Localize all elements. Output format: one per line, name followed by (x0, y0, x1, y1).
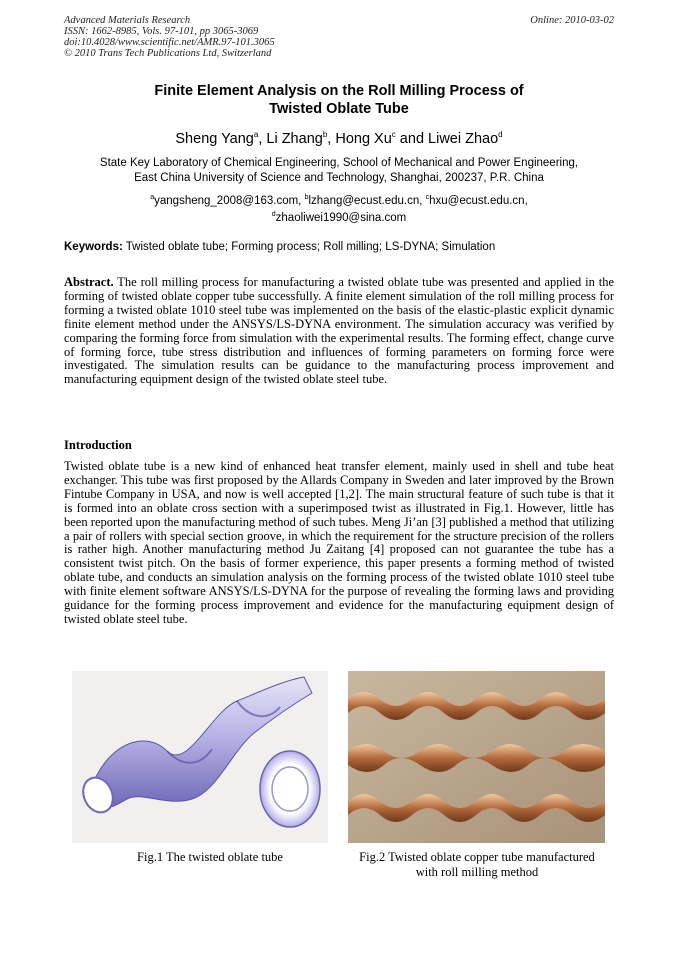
journal-name: Advanced Materials Research (64, 15, 191, 26)
copper-tubes-photo (348, 671, 605, 843)
figure-1-caption: Fig.1 The twisted oblate tube (137, 850, 283, 864)
author-separator: , (258, 130, 267, 147)
title-line-2: Twisted Oblate Tube (269, 101, 409, 117)
author-affil-mark: d (498, 130, 503, 139)
figure-2-caption-line-2: with roll milling method (415, 865, 539, 879)
email-line-1 (64, 191, 614, 208)
affiliation (64, 156, 614, 186)
journal-header (64, 15, 275, 59)
keywords-label: Keywords: (64, 241, 123, 253)
keywords-text: Twisted oblate tube; Forming process; Roll milling; LS-DYNA; Simulation (125, 241, 496, 253)
twisted-tube-render (72, 671, 328, 843)
email-address: hxu@ecust.edu.cn, (429, 194, 528, 207)
figure-2-caption-line-1: Fig.2 Twisted oblate copper tube manufactured (359, 850, 595, 864)
email-address: lzhang@ecust.edu.cn, (308, 194, 426, 207)
email-address: zhaoliwei1990@sina.com (275, 211, 407, 224)
keywords (64, 241, 614, 253)
issn-line: ISSN: 1662-8985, Vols. 97-101, pp 3065-3069 (64, 26, 259, 37)
doi-line: doi:10.4028/www.scientific.net/AMR.97-101.3065 (64, 37, 275, 48)
figure-1-twisted-tube-image (72, 671, 328, 843)
author-affil-mark: c (391, 130, 396, 139)
title-line-1: Finite Element Analysis on the Roll Milling Process of (154, 83, 524, 99)
author-separator: and (395, 130, 429, 147)
author-separator: , (327, 130, 336, 147)
paper-title (64, 82, 614, 118)
author-name: Liwei Zhao (428, 130, 499, 147)
affiliation-line-1: State Key Laboratory of Chemical Engineering, School of Mechanical and Power Engineering, (99, 157, 579, 169)
intro-heading: Introduction (64, 438, 132, 452)
abstract (64, 276, 614, 387)
copyright-line: © 2010 Trans Tech Publications Ltd, Switzerland (64, 48, 272, 59)
email-mark: a (150, 194, 155, 201)
email-mark: b (304, 194, 309, 201)
author-list (64, 130, 614, 147)
author-name: Sheng Yang (175, 130, 254, 147)
figure-2-copper-tube-photo (348, 671, 605, 843)
email-mark: d (271, 210, 276, 218)
author-affil-mark: a (253, 130, 259, 139)
email-mark: c (425, 194, 430, 201)
affiliation-line-2: East China University of Science and Technology, Shanghai, 200237, P.R. China (134, 172, 544, 184)
email-address: yangsheng_2008@163.com, (154, 194, 305, 207)
figure-2-caption (336, 850, 618, 880)
author-name: Hong Xu (335, 130, 392, 147)
online-date: Online: 2010-03-02 (530, 15, 614, 26)
author-affil-mark: b (322, 130, 328, 139)
intro-paragraph: Twisted oblate tube is a new kind of enhanced heat transfer element, mainly used in shell and tube heat exchanger. This tube was first proposed by the Allards Company in Sweden and later improved by the Brown Fintube Company in USA, and now is well accepted [1,2]. The main structural feature of such tube is that it is formed into an oblate cross section with a superimposed twist as illustrated in Fig.1. However, little has been reported upon the manufacturing method of such tubes. Meng Ji’an [3] published a method that utilizing a pair of rollers with special section groove, in which the requirement for the structure precision of the rollers is rather high. Another manufacturing method Ju Zaitang [4] proposed can not guarantee the tube has a consistent twist pitch. On the basis of former experience, this paper presents a forming method of twisted oblate tube, and conducts an simulation analysis on the forming process of the twisted oblate 1010 steel tube with finite element software ANSYS/LS-DYNA for the purpose of revealing the forming laws and providing guidance for the forming process improvement and evidence for the manufacturing equipment design of twisted oblate steel tube. (64, 459, 614, 626)
abstract-text: The roll milling process for manufacturing a twisted oblate tube was presented and applied in the forming of twisted oblate copper tube successfully. A finite element simulation of the roll milling process for forming a twisted oblate 1010 steel tube was implemented on the basis of the elastic-plastic explicit dynamic finite element method under the ANSYS/LS-DYNA environment. The simulation accuracy was verified by comparing the forming force from simulation with the experimental results. The forming effect, change curve of forming force, tube stress distribution and influences of forming parameters on forming force were investigated. The simulation results can be guidance to the manufacturing process improvement and manufacturing equipment design of the twisted oblate steel tube. (64, 275, 614, 387)
email-list (64, 191, 614, 225)
abstract-label: Abstract. (64, 275, 114, 289)
email-line-2 (64, 208, 614, 225)
author-name: Li Zhang (266, 130, 323, 147)
